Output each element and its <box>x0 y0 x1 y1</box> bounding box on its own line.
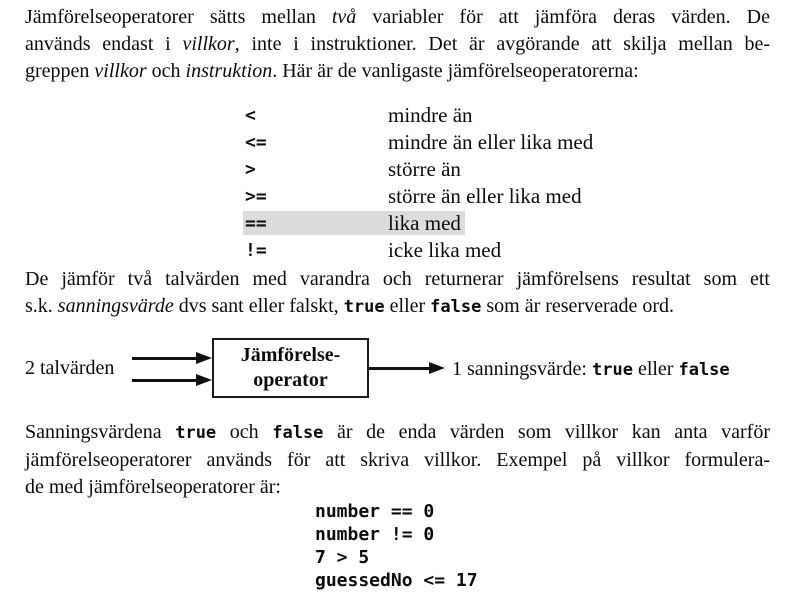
operator-box-label-line2: operator <box>253 369 328 391</box>
operator-description: icke lika med <box>388 238 502 262</box>
text-line <box>25 474 770 501</box>
text-run: Jämförelseoperatorer sätts mellan <box>25 6 332 28</box>
text-line <box>25 266 770 293</box>
code-line: 7 > 5 <box>315 547 370 568</box>
inline-code: false <box>272 423 324 443</box>
italic-text-run: villkor <box>94 60 147 82</box>
inline-code: true <box>175 423 217 443</box>
operator-symbol: != <box>245 240 267 261</box>
italic-text-run: två <box>331 6 357 28</box>
operator-description: mindre än eller lika med <box>388 130 594 154</box>
italic-text-run: villkor <box>182 33 235 55</box>
code-line: guessedNo <= 17 <box>315 570 478 591</box>
intro-paragraph <box>25 4 770 85</box>
text-run: som är reserverade ord. <box>481 295 675 317</box>
operator-description: större än eller lika med <box>388 184 582 208</box>
text-run: Sanningsvärdena <box>25 421 176 443</box>
text-run: och <box>146 60 186 82</box>
diagram-input-label: 2 talvärden <box>25 357 115 379</box>
text-run: eller <box>384 295 431 317</box>
text-run: , inte i instruktioner. Det är avgörande att skilja mellan be- <box>234 33 770 55</box>
text-run: de med jämförelseoperatorer är: <box>25 476 281 498</box>
inline-code: false <box>430 297 482 317</box>
operator-symbol: >= <box>245 186 267 207</box>
text-run: är de enda värden som villkor kan anta varför <box>323 421 770 443</box>
operator-row <box>243 183 593 210</box>
operator-box-label-line1: Jämförelse- <box>240 344 341 366</box>
operator-symbol: == <box>245 213 267 234</box>
operator-description: större än <box>388 157 461 181</box>
italic-text-run: sanningsvärde <box>57 295 174 317</box>
operator-row <box>243 129 593 156</box>
operator-box <box>212 338 369 398</box>
output-arrow-line <box>369 367 429 370</box>
text-run: dvs sant eller falskt, <box>173 295 344 317</box>
text-run: variabler för att jämföra deras värden. De <box>356 6 771 28</box>
operator-symbol: <= <box>245 132 267 153</box>
text-run: s.k. <box>25 295 58 317</box>
text-line <box>25 4 770 31</box>
inline-code: false <box>678 360 730 380</box>
code-line: number == 0 <box>315 501 435 522</box>
operator-symbol: > <box>245 159 256 180</box>
text-run: och <box>216 421 273 443</box>
operator-description: lika med <box>388 211 461 235</box>
diagram-output-label <box>452 357 730 383</box>
comparison-operator-diagram <box>0 335 788 407</box>
inline-code: true <box>343 297 385 317</box>
inline-code: true <box>591 360 633 380</box>
text-run: De jämför två talvärden med varandra och returnerar jämförelsens resultat som ett <box>25 268 770 290</box>
text-line <box>25 419 770 447</box>
text-run: jämförelseoperatorer används för att skriva villkor. Exempel på villkor formulera- <box>25 449 770 471</box>
operator-row <box>243 102 593 129</box>
text-run: används endast i <box>25 33 183 55</box>
operator-row <box>243 156 593 183</box>
text-run: eller <box>632 358 679 380</box>
input-arrow-top-line <box>132 357 196 360</box>
result-paragraph <box>25 266 770 321</box>
text-line <box>25 58 770 85</box>
operator-row <box>243 210 593 237</box>
truth-values-paragraph <box>25 419 770 501</box>
text-run: 1 sanningsvärde: <box>452 358 592 380</box>
output-arrow-head-icon <box>429 362 445 374</box>
text-line <box>25 31 770 58</box>
code-examples <box>315 500 478 592</box>
input-arrow-top-head-icon <box>196 352 212 364</box>
text-line <box>25 447 770 474</box>
operator-table <box>243 102 593 264</box>
text-line <box>25 293 770 321</box>
input-arrow-bottom-line <box>132 379 196 382</box>
input-arrow-bottom-head-icon <box>196 374 212 386</box>
operator-description: mindre än <box>388 103 473 127</box>
code-line: number != 0 <box>315 524 435 545</box>
text-run: greppen <box>25 60 95 82</box>
italic-text-run: instruktion <box>185 60 273 82</box>
text-run: . Här är de vanligaste jämförelseoperatorerna: <box>272 60 639 82</box>
operator-symbol: < <box>245 105 256 126</box>
operator-row <box>243 237 593 264</box>
